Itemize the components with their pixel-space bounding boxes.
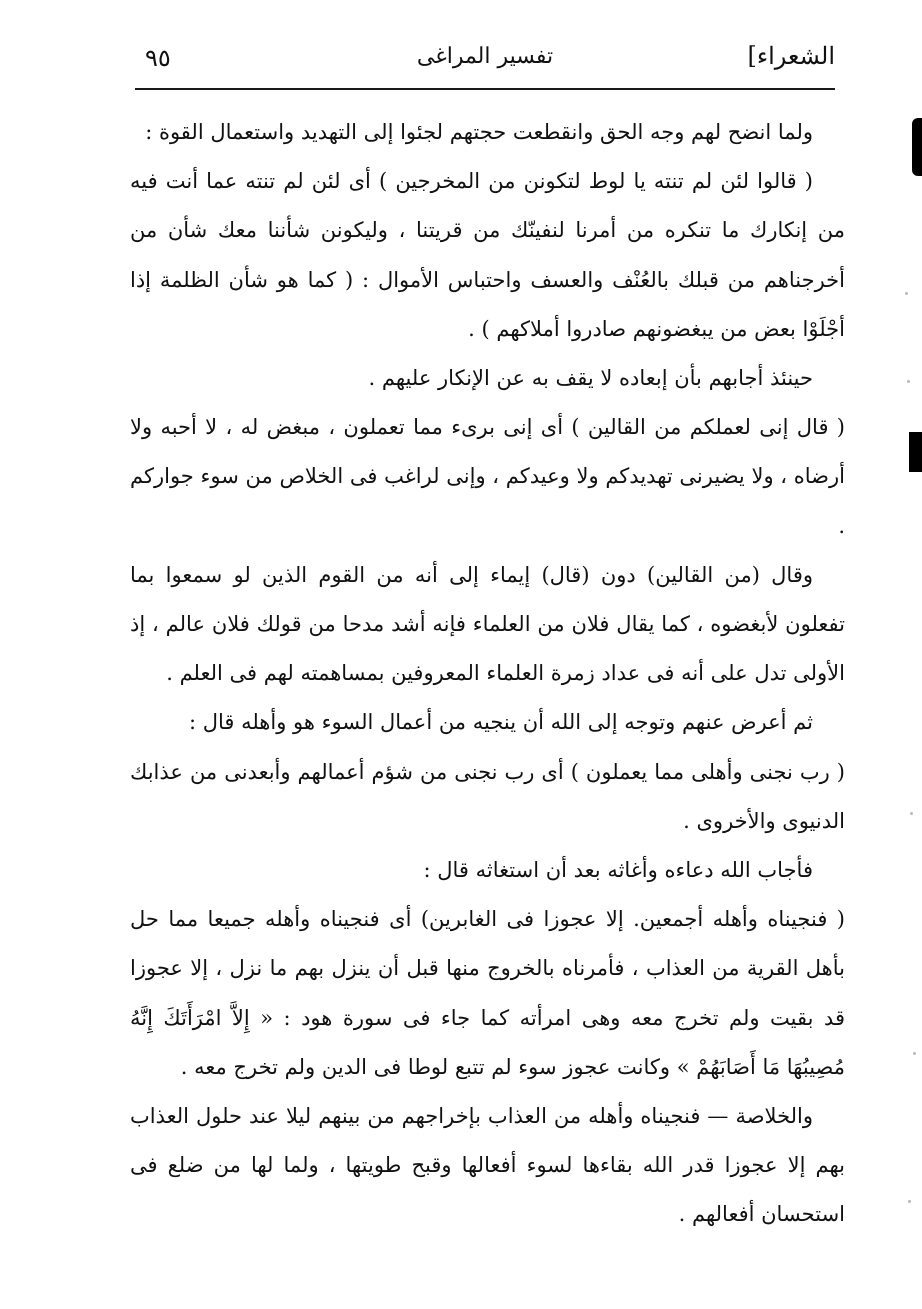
paragraph-2: ( قالوا لئن لم تنته يا لوط لتكونن من المخرجين ) أى لئن لم تنته عما أنت فيه من إنكارك ما تنكره من أمرنا لنفينّك من قريتنا ، وليكونن شأننا معك شأن من أخرجناهم من قبلك بالعُنْف والعسف واحتباس الأموال : ( كما هو شأن الظلمة إذا أجْلَوْا بعض من يبغضونهم صادروا أملاكهم ) . — [130, 169, 845, 341]
scan-speck — [913, 1052, 916, 1055]
surah-bracket: ] — [747, 42, 757, 70]
header-rule — [135, 88, 835, 90]
paragraph-9: ( فنجيناه وأهله أجمعين. إلا عجوزا فى الغابرين) أى فنجيناه وأهله جميعا مما حل بأهل القرية من العذاب ، فأمرناه بالخروج منها قبل أن ينزل بهم ما نزل ، إلا عجوزا قد بقيت ولم تخرج معه وهى امرأته كما جاء فى سورة هود : « إِلاَّ امْرَأَتَكَ إِنَّهُ مُصِيبُهَا مَا أَصَابَهُمْ » وكانت عجوز سوء لم تتبع لوطا فى الدين ولم تخرج معه . — [130, 907, 845, 1079]
scan-speck — [907, 380, 910, 383]
paragraph-6: ثم أعرض عنهم وتوجه إلى الله أن ينجيه من أعمال السوء هو وأهله قال : — [188, 710, 813, 735]
scan-edge-mark-middle — [909, 432, 922, 472]
scan-speck — [905, 292, 908, 295]
paragraph-1: ولما انضح لهم وجه الحق وانقطعت حجتهم لجئوا إلى التهديد واستعمال القوة : — [145, 120, 813, 144]
page-number: ٩٥ — [145, 44, 171, 72]
paragraph-3: حينئذ أجابهم بأن إبعاده لا يقف به عن الإنكار عليهم . — [368, 366, 813, 391]
paragraph-4: ( قال إنى لعملكم من القالين ) أى إنى برىء مما تعملون ، مبغض له ، لا أحبه ولا أرضاه ، ولا يضيرنى تهديدكم ولا وعيدكم ، وإنى لراغب فى الخلاص من سوء جواركم . — [130, 415, 845, 538]
book-title: تفسير المراغى — [416, 44, 554, 69]
scan-edge-mark-top — [912, 118, 922, 176]
surah-name-heading — [745, 42, 835, 70]
paragraph-5: وقال (من القالين) دون (قال) إيماء إلى أنه من القوم الذين لو سمعوا بما تفعلون لأبغضوه ، كما يقال فلان من العلماء فإنه أشد مدحا من قولك فلان عالم ، إذ الأولى تدل على أنه فى عداد زمرة العلماء المعروفين بمساهمته لهم فى العلم . — [130, 562, 845, 686]
body-text — [130, 108, 845, 1240]
scan-speck — [910, 812, 913, 815]
paragraph-10: والخلاصة — فنجيناه وأهله من العذاب بإخراجهم من بينهم ليلا عند حلول العذاب بهم إلا عجوزا قدر الله بقاءها لسوء أفعالها وقبح طويتها ، ولما لها من ضلع فى استحسان أفعالهم . — [130, 1104, 845, 1227]
scan-speck — [908, 1200, 911, 1203]
page-header — [135, 30, 835, 90]
paragraph-8: فأجاب الله دعاءه وأغاثه بعد أن استغاثه قال : — [423, 858, 813, 883]
paragraph-7: ( رب نجنى وأهلى مما يعملون ) أى رب نجنى من شؤم أعمالهم وأبعدنى من عذابك الدنيوى والأخروى . — [130, 759, 845, 833]
surah-name: الشعراء — [756, 42, 835, 70]
